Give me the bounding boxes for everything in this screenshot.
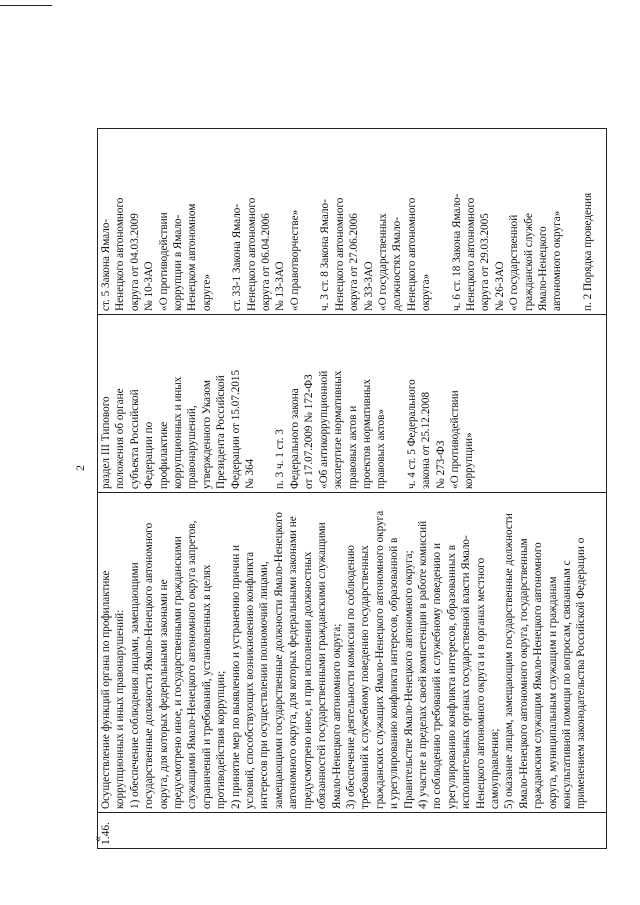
function-text-line: применением законодательства Российской Федерации о — [575, 537, 588, 809]
basis-text-line: субъекта Российской — [128, 389, 141, 489]
basis-text-line: правовых актов» — [375, 408, 388, 489]
function-text-line: Ямало-Ненецкого автономного округа; — [330, 623, 343, 809]
block-spacer — [257, 318, 273, 489]
basis-text-line: раздел III Типового — [100, 396, 112, 489]
basis-text-line: утвержденного Указом — [200, 380, 213, 489]
function-text-line: условий, способствующих возникновению конфликта — [244, 551, 257, 809]
basis-text-line: ч. 4 ст. 5 Федерального — [405, 379, 418, 489]
function-text-line: самоуправления; — [488, 728, 501, 809]
basis-text-line: экспертизе нормативных — [332, 370, 345, 489]
federal-basis-list — [99, 318, 477, 489]
basis-text-line: Ненецкого автономного — [114, 197, 127, 311]
basis-text-line: округа от 29.03.2005 — [479, 213, 492, 311]
basis-text-line: ст. 33-1 Закона Ямало- — [231, 203, 244, 311]
function-text-line: автономного округа, для которых федеральными законами не — [287, 516, 300, 809]
basis-text-line: № 10-ЗАО — [143, 261, 156, 311]
function-text-line: ограничений и требований, установленных в целях — [200, 564, 213, 809]
basis-text-line: № 33-ЗАО — [362, 261, 375, 311]
basis-text-line: Ненецком автономном — [186, 203, 199, 311]
rotated-page-content — [97, 129, 607, 849]
function-text-line: замещающими государственные должности Ямало-Ненецкого — [272, 512, 285, 809]
basis-text-line: Федерального закона — [288, 388, 301, 489]
federal-legal-reference — [273, 318, 388, 489]
basis-text-line: правовых актов и — [346, 405, 359, 489]
basis-text-line: «О правотворчестве» — [288, 209, 301, 311]
basis-text-line: № 273-ФЗ — [434, 440, 447, 489]
basis-text-line: ч. 3 ст. 8 Закона Ямало- — [319, 199, 332, 311]
block-spacer — [302, 132, 318, 311]
function-text-line: гражданским служащим Ямало-Ненецкого автономного — [532, 542, 545, 809]
basis-text-line: ч. 6 ст. 18 Закона Ямало- — [450, 193, 463, 311]
basis-text-line: округа от 27.06.2006 — [348, 213, 361, 311]
basis-text-line: коррупции в Ямало- — [172, 214, 185, 311]
regional-legal-reference — [99, 132, 214, 311]
function-description — [99, 496, 589, 809]
basis-text-line: должностях Ямало- — [391, 217, 404, 311]
function-text-line: гражданских служащих Ямало-Ненецкого автономного округа — [373, 510, 386, 809]
corner-rule — [0, 5, 52, 6]
function-text-line: исполнительных органах государственной власти Ямало- — [460, 535, 473, 809]
table-row — [98, 129, 607, 849]
function-text-line: Ненецкого автономного округа и в органах местного — [474, 557, 487, 809]
functions-table — [97, 128, 607, 849]
function-text-line: 1) обеспечение соблюдения лицами, замещающими — [128, 562, 141, 809]
regional-legal-reference — [318, 132, 433, 311]
basis-text-line: № 26-ЗАО — [493, 261, 506, 311]
basis-text-line: округа» — [420, 273, 433, 311]
basis-text-line: Федерации от 15.07.2015 — [229, 369, 242, 489]
basis-text-line: Ненецкого автономного — [333, 197, 346, 311]
function-description-cell — [98, 493, 607, 813]
block-spacer — [434, 132, 450, 311]
function-text-line: Правительстве Ямало-Ненецкого автономного округа; — [402, 550, 415, 809]
page-number: 2 — [73, 465, 87, 471]
basis-text-line: положения об органе — [114, 388, 127, 489]
basis-text-line: округа от 04.03.2009 — [128, 213, 141, 311]
basis-text-line: коррупции» — [463, 432, 476, 489]
block-spacer — [214, 132, 230, 311]
function-text-line: округа, муниципальным служащим и гражданам — [546, 576, 559, 809]
row-number-cell — [98, 813, 607, 849]
regional-basis-list — [99, 132, 595, 311]
row-number: 1.46. — [100, 822, 112, 845]
basis-text-line: автономного округа» — [551, 210, 564, 311]
basis-text-line: № 13-ЗАО — [274, 261, 287, 311]
basis-text-line: «О противодействии — [448, 390, 461, 489]
opening-quote-mark: « — [90, 836, 104, 842]
function-text-line: 4) участие в пределах своей компетенции в работе комиссий — [416, 520, 429, 809]
basis-text-line: п. 3 ч. 1 ст. 3 — [274, 429, 287, 489]
regional-legal-reference — [230, 132, 302, 311]
regional-basis-cell — [98, 129, 607, 315]
function-text-line: 2) принятие мер по выявлению и устранению причин и — [229, 545, 242, 809]
function-text-line: 5) оказание лицам, замещающим государственные должности — [503, 513, 516, 809]
basis-text-line: правонарушений, — [186, 405, 199, 489]
function-text-line: консультативной помощи по вопросам, связанным с — [561, 560, 573, 809]
federal-basis-cell — [98, 315, 607, 493]
basis-text-line: гражданской службе — [522, 213, 535, 311]
basis-text-line: округа от 06.04.2006 — [260, 213, 273, 311]
function-text-line: интересов при осуществлении полномочий лицами, — [258, 561, 271, 809]
regional-legal-reference — [581, 132, 595, 311]
basis-text-line: Ненецкого автономного — [464, 197, 477, 311]
function-text-line: требований к служебному поведению государственных — [359, 545, 372, 809]
basis-text-line: «Об антикоррупционной — [317, 370, 330, 489]
function-text-line: Осуществление функций органа по профилактике — [100, 570, 112, 809]
function-text-line: служащими Ямало-Ненецкого автономного округа запретов, — [186, 520, 199, 809]
basis-text-line: округе» — [200, 273, 213, 311]
basis-text-line: коррупционных и иных — [172, 376, 185, 489]
federal-legal-reference — [99, 318, 257, 489]
basis-text-line: Федерации по — [143, 421, 156, 489]
basis-text-line: Ненецкого автономного — [245, 197, 258, 311]
function-text-line: по соблюдению требований к служебному поведению и — [431, 543, 444, 809]
function-text-line: коррупционных и иных правонарушений: — [114, 609, 127, 809]
function-text-line: обязанностей государственными гражданскими служащими — [316, 522, 329, 809]
function-text-line: и урегулированию конфликта интересов, образованной в — [388, 537, 401, 809]
basis-text-line: проектов нормативных — [360, 379, 373, 489]
function-text-line: округа, для которых федеральными законами не — [157, 579, 170, 809]
function-text-line: противодействия коррупции; — [215, 670, 228, 809]
federal-legal-reference — [405, 318, 477, 489]
function-text-line: 3) обеспечение деятельности комиссии по соблюдению — [344, 544, 357, 809]
function-text-line: государственные должности Ямало-Ненецкого автономного — [143, 522, 156, 809]
basis-text-line: п. 2 Порядка проведения — [581, 192, 594, 311]
basis-text-line: Президента Российской — [215, 375, 228, 489]
basis-text-line: от 17.07.2009 № 172-ФЗ — [303, 374, 316, 489]
basis-text-line: Ямало-Ненецкого — [536, 226, 549, 311]
function-text-line: предусмотрено иное, и государственными гражданскими — [172, 536, 185, 809]
basis-text-line: профилактике — [157, 421, 170, 489]
basis-text-line: закона от 25.12.2008 — [420, 391, 433, 489]
basis-text-line: Ненецкого автономного — [405, 197, 418, 311]
basis-text-line: «О противодействии — [157, 212, 170, 311]
basis-text-line: «О государственной — [508, 214, 521, 311]
basis-text-line: № 364 — [244, 458, 257, 489]
block-spacer — [565, 132, 581, 311]
function-text-line: Ямало-Ненецкого автономного округа, государственным — [517, 538, 530, 809]
function-text-line: урегулированию конфликта интересов, образованных в — [445, 544, 458, 809]
regional-legal-reference — [450, 132, 565, 311]
function-text-line: предусмотрено иное, и при исполнении должностных — [301, 551, 314, 809]
basis-text-line: ст. 5 Закона Ямало- — [100, 218, 112, 311]
block-spacer — [389, 318, 405, 489]
basis-text-line: «О государственных — [376, 213, 389, 311]
